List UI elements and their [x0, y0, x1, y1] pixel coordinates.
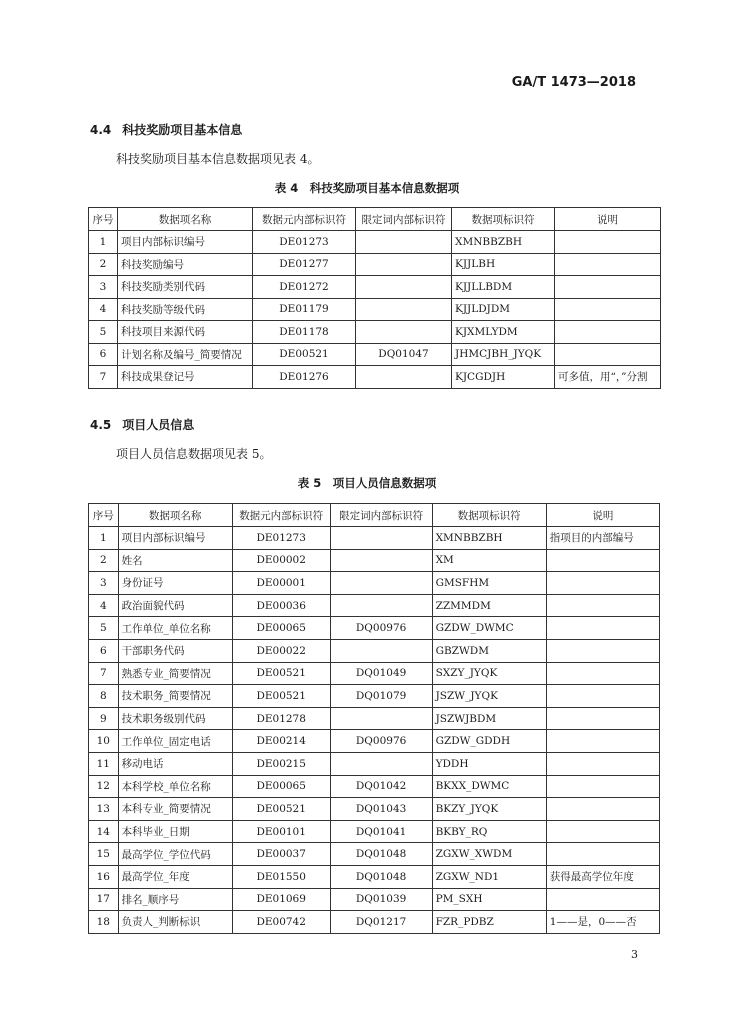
cell-notes	[546, 685, 659, 708]
page-number: 3	[631, 948, 638, 961]
cell-element-id: DE01276	[253, 366, 356, 389]
cell-element-id: DE01277	[253, 253, 356, 276]
cell-element-id: DE00215	[232, 752, 330, 775]
cell-item-id: XMNBBZBH	[432, 527, 546, 550]
cell-item-id: FZR_PDBZ	[432, 911, 546, 934]
cell-item-name: 技术职务_简要情况	[118, 685, 232, 708]
cell-item-id: KJCGDJH	[452, 366, 555, 389]
col-header-element-id: 数据元内部标识符	[253, 208, 356, 231]
cell-element-id: DE00521	[232, 662, 330, 685]
table-row	[89, 366, 661, 389]
cell-element-id: DE00521	[253, 343, 356, 366]
cell-notes	[546, 594, 659, 617]
col-header-item-id: 数据项标识符	[452, 208, 555, 231]
table-row	[89, 527, 660, 550]
cell-item-name: 工作单位_单位名称	[118, 617, 232, 640]
cell-index: 8	[89, 685, 119, 708]
table-row	[89, 707, 660, 730]
col-header-index: 序号	[89, 208, 118, 231]
cell-element-id: DE00022	[232, 639, 330, 662]
cell-element-id: DE01069	[232, 888, 330, 911]
cell-notes	[546, 798, 659, 821]
table-row	[89, 549, 660, 572]
cell-item-name: 本科毕业_日期	[118, 820, 232, 843]
cell-notes	[546, 730, 659, 753]
section-title: 科技奖励项目基本信息	[122, 123, 243, 137]
cell-element-id: DE00037	[232, 843, 330, 866]
table-row	[89, 662, 660, 685]
cell-index: 11	[89, 752, 119, 775]
cell-qualifier-id	[356, 366, 452, 389]
section-number: 4.4	[90, 123, 112, 137]
table-row	[89, 321, 661, 344]
cell-item-id: BKBY_RQ	[432, 820, 546, 843]
col-header-item-id: 数据项标识符	[432, 504, 546, 527]
cell-item-name: 科技项目来源代码	[118, 321, 253, 344]
cell-qualifier-id	[356, 253, 452, 276]
cell-notes	[546, 843, 659, 866]
cell-notes: 1——是，0——否	[546, 911, 659, 934]
table-4	[88, 207, 661, 389]
cell-index: 7	[89, 662, 119, 685]
table-row	[89, 911, 660, 934]
cell-qualifier-id: DQ01043	[330, 798, 432, 821]
col-header-index: 序号	[89, 504, 119, 527]
cell-qualifier-id: DQ01048	[330, 843, 432, 866]
cell-element-id: DE01273	[232, 527, 330, 550]
cell-item-name: 政治面貌代码	[118, 594, 232, 617]
cell-item-id: GZDW_DWMC	[432, 617, 546, 640]
table-header-row	[89, 208, 661, 231]
table-row	[89, 775, 660, 798]
cell-index: 2	[89, 253, 118, 276]
cell-item-id: JHMCJBH_JYQK	[452, 343, 555, 366]
cell-item-id: ZGXW_ND1	[432, 865, 546, 888]
table-row	[89, 572, 660, 595]
table-5-caption: 表 5 项目人员信息数据项	[297, 476, 437, 490]
cell-notes	[546, 639, 659, 662]
cell-notes	[555, 276, 661, 299]
cell-index: 18	[89, 911, 119, 934]
table-row	[89, 231, 661, 254]
table-row	[89, 639, 660, 662]
col-header-item-name: 数据项名称	[118, 208, 253, 231]
cell-item-id: GBZWDM	[432, 639, 546, 662]
cell-qualifier-id: DQ01041	[330, 820, 432, 843]
cell-item-name: 排名_顺序号	[118, 888, 232, 911]
cell-notes	[555, 253, 661, 276]
cell-notes	[546, 820, 659, 843]
cell-item-id: GMSFHM	[432, 572, 546, 595]
cell-qualifier-id: DQ00976	[330, 617, 432, 640]
table-row	[89, 594, 660, 617]
cell-notes	[555, 321, 661, 344]
cell-notes	[546, 707, 659, 730]
section-4-5-heading	[90, 416, 194, 433]
cell-index: 4	[89, 298, 118, 321]
cell-qualifier-id: DQ00976	[330, 730, 432, 753]
cell-element-id: DE00065	[232, 775, 330, 798]
section-4-4-paragraph: 科技奖励项目基本信息数据项见表 4。	[116, 152, 320, 166]
cell-notes	[546, 775, 659, 798]
cell-index: 14	[89, 820, 119, 843]
cell-notes	[546, 572, 659, 595]
cell-item-name: 科技成果登记号	[118, 366, 253, 389]
cell-item-name: 科技奖励类别代码	[118, 276, 253, 299]
cell-index: 9	[89, 707, 119, 730]
cell-item-name: 技术职务级别代码	[118, 707, 232, 730]
section-4-5-paragraph: 项目人员信息数据项见表 5。	[116, 447, 272, 461]
cell-notes	[555, 298, 661, 321]
cell-index: 16	[89, 865, 119, 888]
cell-element-id: DE00065	[232, 617, 330, 640]
cell-element-id: DE00001	[232, 572, 330, 595]
table-row	[89, 685, 660, 708]
cell-item-id: ZZMMDM	[432, 594, 546, 617]
cell-qualifier-id	[356, 276, 452, 299]
cell-item-name: 最高学位_年度	[118, 865, 232, 888]
cell-item-id: SXZY_JYQK	[432, 662, 546, 685]
cell-item-id: KJJLDJDM	[452, 298, 555, 321]
standard-code: GA/T 1473—2018	[511, 75, 636, 90]
cell-item-name: 工作单位_固定电话	[118, 730, 232, 753]
table-row	[89, 820, 660, 843]
cell-element-id: DE00742	[232, 911, 330, 934]
cell-index: 10	[89, 730, 119, 753]
cell-item-name: 熟悉专业_简要情况	[118, 662, 232, 685]
cell-qualifier-id: DQ01047	[356, 343, 452, 366]
cell-element-id: DE00036	[232, 594, 330, 617]
table-4-body	[89, 231, 661, 389]
col-header-element-id: 数据元内部标识符	[232, 504, 330, 527]
cell-element-id: DE01178	[253, 321, 356, 344]
cell-item-name: 项目内部标识编号	[118, 231, 253, 254]
cell-qualifier-id: DQ01079	[330, 685, 432, 708]
cell-item-name: 科技奖励编号	[118, 253, 253, 276]
cell-notes	[546, 752, 659, 775]
col-header-notes: 说明	[546, 504, 659, 527]
cell-qualifier-id	[330, 752, 432, 775]
cell-item-id: BKZY_JYQK	[432, 798, 546, 821]
cell-qualifier-id: DQ01042	[330, 775, 432, 798]
table-row	[89, 752, 660, 775]
cell-qualifier-id: DQ01039	[330, 888, 432, 911]
cell-item-name: 本科专业_简要情况	[118, 798, 232, 821]
cell-index: 5	[89, 321, 118, 344]
cell-item-name: 移动电话	[118, 752, 232, 775]
cell-item-id: ZGXW_XWDM	[432, 843, 546, 866]
cell-index: 4	[89, 594, 119, 617]
cell-index: 1	[89, 231, 118, 254]
section-title: 项目人员信息	[122, 418, 195, 432]
cell-index: 5	[89, 617, 119, 640]
cell-notes	[546, 549, 659, 572]
cell-qualifier-id	[356, 231, 452, 254]
cell-element-id: DE01273	[253, 231, 356, 254]
col-header-notes: 说明	[555, 208, 661, 231]
cell-index: 3	[89, 276, 118, 299]
table-row	[89, 298, 661, 321]
cell-qualifier-id	[330, 572, 432, 595]
cell-item-id: GZDW_GDDH	[432, 730, 546, 753]
cell-qualifier-id	[356, 298, 452, 321]
cell-notes	[546, 662, 659, 685]
cell-element-id: DE00214	[232, 730, 330, 753]
cell-item-id: KJJLLBDM	[452, 276, 555, 299]
cell-element-id: DE01179	[253, 298, 356, 321]
cell-item-id: PM_SXH	[432, 888, 546, 911]
cell-index: 17	[89, 888, 119, 911]
cell-item-id: JSZWJBDM	[432, 707, 546, 730]
cell-item-name: 计划名称及编号_简要情况	[118, 343, 253, 366]
table-row	[89, 888, 660, 911]
cell-element-id: DE00521	[232, 798, 330, 821]
cell-qualifier-id: DQ01217	[330, 911, 432, 934]
cell-index: 3	[89, 572, 119, 595]
cell-item-id: KJXMLYDM	[452, 321, 555, 344]
cell-item-name: 姓名	[118, 549, 232, 572]
table-5-body	[89, 527, 660, 934]
cell-item-name: 最高学位_学位代码	[118, 843, 232, 866]
cell-item-id: XM	[432, 549, 546, 572]
col-header-qualifier-id: 限定词内部标识符	[330, 504, 432, 527]
cell-index: 15	[89, 843, 119, 866]
cell-index: 2	[89, 549, 119, 572]
cell-item-name: 负责人_判断标识	[118, 911, 232, 934]
cell-qualifier-id	[330, 707, 432, 730]
cell-notes: 获得最高学位年度	[546, 865, 659, 888]
cell-element-id: DE01550	[232, 865, 330, 888]
section-number: 4.5	[90, 418, 112, 432]
cell-item-name: 干部职务代码	[118, 639, 232, 662]
table-row	[89, 617, 660, 640]
cell-qualifier-id	[330, 549, 432, 572]
cell-element-id: DE01272	[253, 276, 356, 299]
cell-element-id: DE00101	[232, 820, 330, 843]
cell-qualifier-id: DQ01049	[330, 662, 432, 685]
cell-element-id: DE01278	[232, 707, 330, 730]
section-4-4-heading	[90, 121, 242, 138]
cell-notes	[546, 617, 659, 640]
cell-item-id: YDDH	[432, 752, 546, 775]
table-row	[89, 343, 661, 366]
cell-element-id: DE00521	[232, 685, 330, 708]
table-row	[89, 730, 660, 753]
cell-notes: 可多值，用“，”分割	[555, 366, 661, 389]
table-row	[89, 843, 660, 866]
cell-index: 12	[89, 775, 119, 798]
table-row	[89, 798, 660, 821]
cell-qualifier-id	[356, 321, 452, 344]
cell-item-id: JSZW_JYQK	[432, 685, 546, 708]
cell-qualifier-id: DQ01048	[330, 865, 432, 888]
cell-notes: 指项目的内部编号	[546, 527, 659, 550]
col-header-qualifier-id: 限定词内部标识符	[356, 208, 452, 231]
cell-qualifier-id	[330, 594, 432, 617]
cell-index: 6	[89, 639, 119, 662]
cell-element-id: DE00002	[232, 549, 330, 572]
cell-notes	[546, 888, 659, 911]
table-row	[89, 253, 661, 276]
col-header-item-name: 数据项名称	[118, 504, 232, 527]
cell-qualifier-id	[330, 527, 432, 550]
cell-qualifier-id	[330, 639, 432, 662]
cell-index: 7	[89, 366, 118, 389]
cell-item-name: 本科学校_单位名称	[118, 775, 232, 798]
table-4-caption: 表 4 科技奖励项目基本信息数据项	[274, 181, 460, 195]
cell-index: 6	[89, 343, 118, 366]
cell-item-id: XMNBBZBH	[452, 231, 555, 254]
cell-index: 13	[89, 798, 119, 821]
cell-index: 1	[89, 527, 119, 550]
table-5	[88, 503, 660, 934]
cell-item-name: 项目内部标识编号	[118, 527, 232, 550]
cell-item-id: KJJLBH	[452, 253, 555, 276]
table-row	[89, 276, 661, 299]
cell-item-name: 身份证号	[118, 572, 232, 595]
cell-notes	[555, 343, 661, 366]
table-header-row	[89, 504, 660, 527]
table-row	[89, 865, 660, 888]
cell-notes	[555, 231, 661, 254]
cell-item-name: 科技奖励等级代码	[118, 298, 253, 321]
cell-item-id: BKXX_DWMC	[432, 775, 546, 798]
